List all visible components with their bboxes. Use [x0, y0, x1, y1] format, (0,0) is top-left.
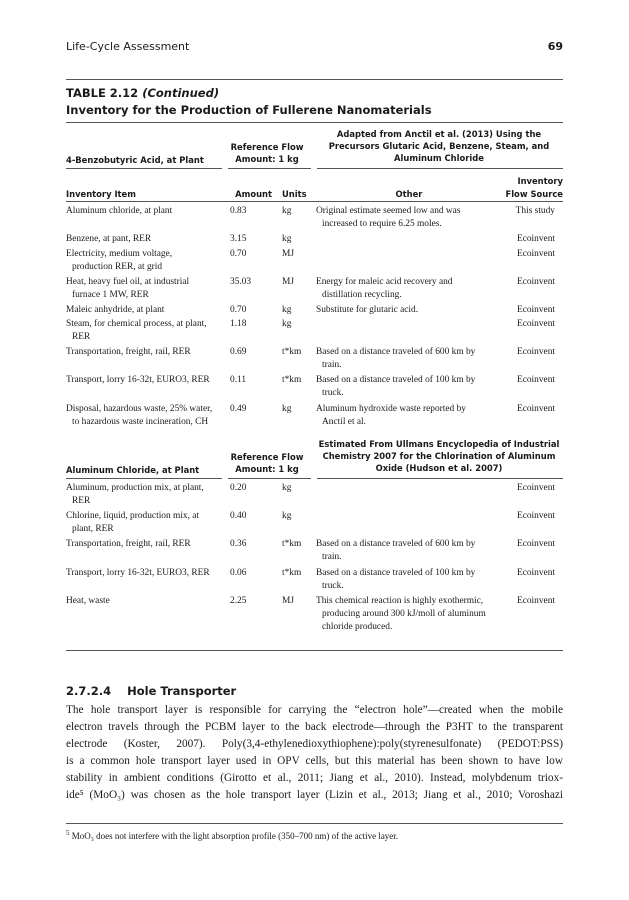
cell-unit: t*km — [282, 539, 302, 549]
product-heading-2: Aluminum Chloride, at Plant — [66, 465, 200, 475]
rule-segment — [317, 168, 563, 169]
cell-item: Heat, heavy fuel oil, at industrial — [66, 277, 190, 287]
body-line: is a common hole transport layer used in OPV cells, but this material has been shown to have low — [66, 755, 563, 767]
estimated-line-1: Estimated From Ullmans Encyclopedia of Industrial — [318, 439, 560, 449]
cell-unit: MJ — [282, 596, 294, 606]
cell-item: Maleic anhydride, at plant — [66, 305, 165, 315]
cell-item: Transportation, freight, rail, RER — [66, 539, 191, 549]
cell-source: Ecoinvent — [516, 277, 555, 287]
col-source-line2: Flow Source — [505, 189, 563, 199]
ref-flow-heading-1 — [222, 141, 312, 165]
cell-unit: MJ — [282, 249, 294, 259]
product-heading-1: 4-Benzobutyric Acid, at Plant — [66, 155, 204, 165]
adapted-line-2: Precursors Glutaric Acid, Benzene, Steam, and — [328, 141, 550, 151]
cell-other: Substitute for glutaric acid. — [316, 305, 419, 315]
section-number: 2.7.2.4 — [66, 684, 112, 698]
table-bottom-rule — [66, 650, 563, 651]
cell-item: Transportation, freight, rail, RER — [66, 347, 191, 357]
ref-flow-heading-2 — [222, 451, 312, 475]
cell-other: Based on a distance traveled of 100 km by — [316, 568, 476, 578]
cell-other: Based on a distance traveled of 600 km by — [316, 347, 476, 357]
cell-other-cont: truck. — [322, 581, 344, 591]
cell-other-cont: distillation recycling. — [322, 290, 402, 300]
footnote — [66, 829, 563, 841]
cell-item: Chlorine, liquid, production mix, at — [66, 511, 200, 521]
body-line: electron travels through the PCBM layer to the back electrode—through the P3HT to the transparent — [66, 721, 563, 733]
footnote-rule — [66, 823, 563, 824]
rule-segment — [228, 478, 311, 479]
cell-amount: 0.49 — [230, 404, 247, 414]
cell-other-cont: increased to require 6.25 moles. — [322, 219, 442, 229]
cell-source: Ecoinvent — [516, 347, 555, 357]
cell-amount: 0.36 — [230, 539, 247, 549]
footnote-text: MoO₃ does not interfere with the light absorption profile (350–700 nm) of the active layer. — [71, 831, 399, 841]
cell-item: Aluminum, production mix, at plant, — [66, 483, 204, 493]
cell-unit: kg — [282, 404, 292, 414]
cell-source: Ecoinvent — [516, 483, 555, 493]
cell-amount: 3.15 — [230, 234, 247, 244]
table-caption — [66, 86, 219, 100]
body-line: stability in ambient conditions (Girotto et al., 2011; Jiang et al., 2010). Instead, molybdenum triox- — [66, 772, 563, 784]
cell-other-cont: producing around 300 kJ/moll of aluminum — [322, 609, 486, 619]
cell-amount: 0.69 — [230, 347, 247, 357]
cell-item-cont: furnace 1 MW, RER — [72, 290, 149, 300]
cell-item: Benzene, at pant, RER — [66, 234, 152, 244]
cell-amount: 0.06 — [230, 568, 247, 578]
cell-amount: 0.70 — [230, 305, 247, 315]
cell-other: Original estimate seemed low and was — [316, 206, 461, 216]
cell-item-cont: plant, RER — [72, 524, 114, 534]
footnote-marker: 5 — [66, 829, 70, 837]
cell-source: Ecoinvent — [516, 305, 555, 315]
header-rule — [66, 79, 563, 80]
table-title: Inventory for the Production of Fullerene Nanomaterials — [66, 103, 432, 117]
estimated-line-3: Oxide (Hudson et al. 2007) — [375, 463, 503, 473]
cell-source: Ecoinvent — [516, 404, 555, 414]
body-line: electrode (Koster, 2007). Poly(3,4-ethylenedioxythiophene):poly(styrenesulfonate) (PEDOT:PSS) — [66, 738, 563, 750]
ref-flow-amount: Amount: 1 kg — [235, 154, 299, 164]
cell-amount: 2.25 — [230, 596, 247, 606]
cell-other-cont: Anctil et al. — [322, 417, 366, 427]
cell-amount: 0.40 — [230, 511, 247, 521]
estimated-heading — [316, 438, 562, 474]
cell-amount: 0.11 — [230, 375, 247, 385]
cell-unit: t*km — [282, 347, 302, 357]
rule-segment — [317, 478, 563, 479]
cell-item-cont: RER — [72, 496, 91, 506]
cell-source: Ecoinvent — [516, 319, 555, 329]
cell-source: Ecoinvent — [516, 511, 555, 521]
cell-source: Ecoinvent — [516, 568, 555, 578]
ref-flow-label: Reference Flow — [230, 142, 304, 152]
ref-flow-label: Reference Flow — [230, 452, 304, 462]
cell-unit: kg — [282, 206, 292, 216]
cell-source: Ecoinvent — [516, 596, 555, 606]
cell-unit: t*km — [282, 568, 302, 578]
cell-item: Heat, waste — [66, 596, 110, 606]
cell-amount: 35.03 — [230, 277, 252, 287]
cell-source: Ecoinvent — [516, 375, 555, 385]
cell-amount: 0.20 — [230, 483, 247, 493]
cell-item: Steam, for chemical process, at plant, — [66, 319, 207, 329]
cell-unit: MJ — [282, 277, 294, 287]
cell-unit: kg — [282, 483, 292, 493]
page-number: 69 — [547, 40, 563, 53]
running-title: Life-Cycle Assessment — [66, 40, 190, 53]
cell-other-cont: chloride produced. — [322, 622, 393, 632]
cell-item-cont: to hazardous waste incineration, CH — [72, 417, 209, 427]
cell-other: Aluminum hydroxide waste reported by — [316, 404, 466, 414]
cell-unit: kg — [282, 511, 292, 521]
cell-unit: kg — [282, 319, 292, 329]
cell-item-cont: production RER, at grid — [72, 262, 163, 272]
cell-unit: kg — [282, 305, 292, 315]
cell-amount: 0.70 — [230, 249, 247, 259]
body-line: The hole transport layer is responsible for carrying the “electron hole”—created when the mobile — [66, 704, 563, 716]
cell-item: Aluminum chloride, at plant — [66, 206, 173, 216]
col-units: Units — [282, 189, 307, 199]
cell-other-cont: truck. — [322, 388, 344, 398]
rule-segment — [228, 168, 311, 169]
cell-source: This study — [515, 206, 555, 216]
section-title: Hole Transporter — [127, 684, 237, 698]
cell-source: Ecoinvent — [516, 249, 555, 259]
body-paragraph — [66, 702, 563, 804]
cell-item: Transport, lorry 16-32t, EURO3, RER — [66, 375, 210, 385]
adapted-heading — [316, 128, 562, 164]
rule-segment — [66, 478, 222, 479]
cell-unit: t*km — [282, 375, 302, 385]
cell-item: Disposal, hazardous waste, 25% water, — [66, 404, 213, 414]
cell-other: Energy for maleic acid recovery and — [316, 277, 453, 287]
cell-source: Ecoinvent — [516, 539, 555, 549]
col-inventory-item: Inventory Item — [66, 189, 136, 199]
cell-other: Based on a distance traveled of 100 km by — [316, 375, 476, 385]
adapted-line-1: Adapted from Anctil et al. (2013) Using the — [336, 129, 542, 139]
cell-item: Electricity, medium voltage, — [66, 249, 173, 259]
table-continued: (Continued) — [142, 86, 220, 100]
section-heading — [66, 684, 236, 698]
ref-flow-amount: Amount: 1 kg — [235, 464, 299, 474]
col-amount: Amount — [235, 189, 272, 199]
cell-other: Based on a distance traveled of 600 km by — [316, 539, 476, 549]
running-header — [66, 40, 563, 58]
cell-other: This chemical reaction is highly exothermic, — [316, 596, 484, 606]
cell-amount: 1.18 — [230, 319, 247, 329]
cell-amount: 0.83 — [230, 206, 247, 216]
cell-unit: kg — [282, 234, 292, 244]
adapted-line-3: Aluminum Chloride — [394, 153, 484, 163]
cell-item-cont: RER — [72, 332, 91, 342]
col-source-line1: Inventory — [517, 176, 563, 186]
cell-other-cont: train. — [322, 552, 342, 562]
cell-item: Transport, lorry 16-32t, EURO3, RER — [66, 568, 210, 578]
cell-source: Ecoinvent — [516, 234, 555, 244]
estimated-line-2: Chemistry 2007 for the Chlorination of Aluminum — [322, 451, 556, 461]
table-top-rule — [66, 122, 563, 123]
col-other: Other — [395, 189, 423, 199]
column-header-rule — [66, 201, 563, 202]
body-line: ide⁵ (MoO₃) was chosen as the hole transport layer (Lizin et al., 2013; Jiang et al., 2010; Voroshazi — [66, 789, 563, 801]
table-label: TABLE 2.12 — [66, 86, 139, 100]
cell-other-cont: train. — [322, 360, 342, 370]
rule-segment — [66, 168, 222, 169]
